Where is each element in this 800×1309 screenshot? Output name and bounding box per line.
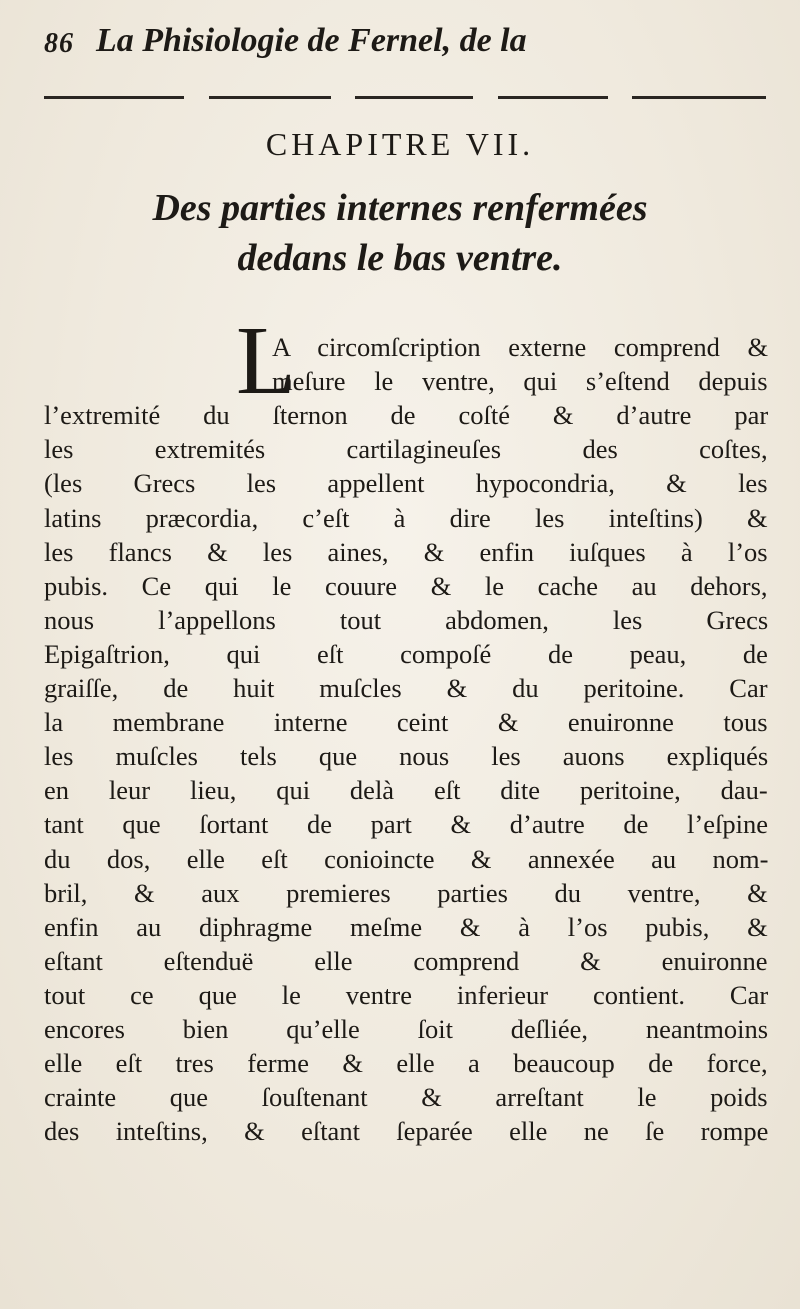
chapter-title-line-1: Des parties internes renfermées <box>152 187 648 229</box>
text-line: crainte que ſouſtenant & arreſtant le poids <box>44 1082 768 1113</box>
drop-cap: L <box>236 307 296 415</box>
text-line: les flancs & les aines, & enfin iuſques à l’os <box>44 536 768 567</box>
chapter-title-line-2: dedans le bas ventre. <box>237 237 563 279</box>
text-line: la membrane interne ceint & enuironne tous <box>44 707 768 738</box>
text-line: des inteſtins, & eſtant ſeparée elle ne ſe rompe <box>44 1116 769 1147</box>
text-line: les extremités cartilagineuſes des coſtes, <box>44 434 768 465</box>
chapter-heading: CHAPITRE VII. <box>265 126 535 162</box>
text-line: pubis. Ce qui le couure & le cache au dehors, <box>44 570 768 601</box>
ornamental-rule <box>44 96 766 100</box>
text-line: bril, & aux premieres parties du ventre, & <box>44 877 768 908</box>
text-line: du dos, elle eſt conioincte & annexée au nom- <box>44 843 769 874</box>
text-line: graiſſe, de huit muſcles & du peritoine. Car <box>44 673 768 703</box>
page-number: 86 <box>44 28 74 59</box>
text-line: A circomſcription externe comprend & <box>272 332 769 362</box>
text-line: encores bien qu’elle ſoit deſliée, neantmoins <box>44 1014 769 1044</box>
text-line: nous l’appellons tout abdomen, les Grecs <box>44 604 769 635</box>
text-line: latins præcordia, c’eſt à dire les inteſtins) & <box>44 502 768 533</box>
text-line: (les Grecs les appellent hypocondria, & les <box>44 468 768 499</box>
text-line: tout ce que le ventre inferieur contient. Car <box>44 979 769 1010</box>
text-line: elle eſt tres ferme & elle a beaucoup de force, <box>44 1048 768 1079</box>
text-line: eſtant eſtenduë elle comprend & enuironne <box>44 945 768 976</box>
text-line: l’extremité du ſternon de coſté & d’autre par <box>44 400 769 431</box>
text-line: en leur lieu, qui delà eſt dite peritoine, dau- <box>44 775 768 806</box>
running-head <box>0 22 800 66</box>
text-line: enfin au diphragme meſme & à l’os pubis, & <box>44 911 768 942</box>
text-line: tant que ſortant de part & d’autre de l’eſpine <box>44 809 768 840</box>
text-line: Epigaſtrion, qui eſt compoſé de peau, de <box>44 638 768 669</box>
text-line: meſure le ventre, qui s’eſtend depuis <box>272 366 768 397</box>
text-line: les muſcles tels que nous les auons expliqués <box>44 741 769 772</box>
chapter-title <box>0 183 800 283</box>
running-title: La Phisiologie de Fernel, de la <box>96 22 527 59</box>
